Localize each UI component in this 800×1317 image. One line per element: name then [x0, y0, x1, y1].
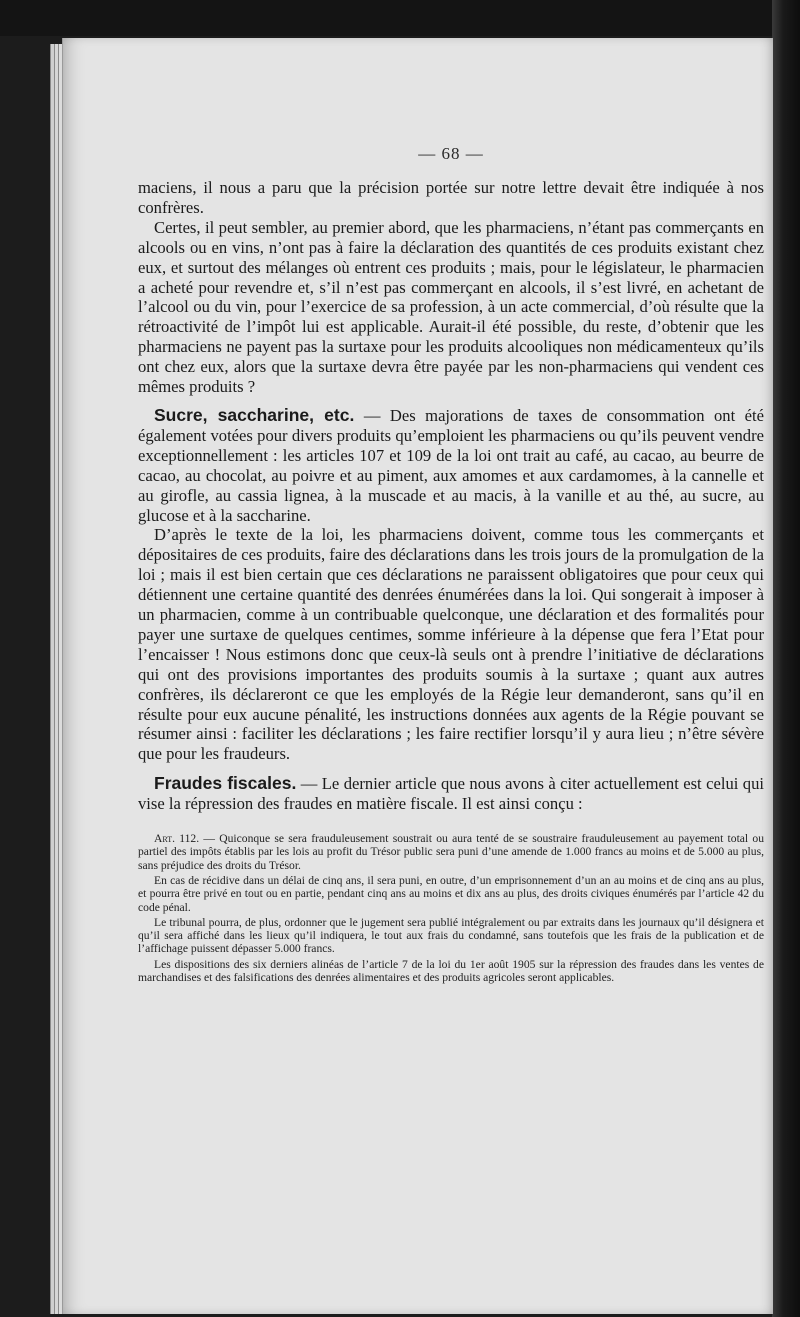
law-article-112 — [138, 832, 764, 872]
paragraph-certes: Certes, il peut sembler, au premier abord, que les pharmaciens, n’étant pas commerçants en alcools ou en vins, n’ont pas à faire la déclaration des quantités de ces produits existant chez eux, et surtout des mélanges où entrent ces produits ; mais, pour le législateur, le pharmacien a acheté pour revendre et, s’il n’est pas commerçant en alcools, il s’est livré, en achetant de l’alcool ou du vin, pour l’exercice de sa profession, à un acte commercial, d’où résulte que la rétroactivité de l’impôt lui est applicable. Aurait-il été possible, du reste, d’obtenir que les pharmaciens ne payent pas la surtaxe pour les produits alcooliques non médicamenteux qu’ils ont chez eux, alors que la surtaxe devra être payée par les non-pharmaciens qui vendent ces mêmes produits ? — [138, 217, 764, 397]
paragraph-d-apres: D’après le texte de la loi, les pharmaciens doivent, comme tous les commerçants et dépositaires de ces produits, faire des déclarations dans les trois jours de la promulgation de la loi ; mais il est bien certain que ces déclarations ne paraissent obligatoires que pour ceux qui détiennent une certaine quantité des denrées énumérées dans la loi. Qui songerait à imposer à un pharmacien, comme à un contribuable quelconque, une déclaration et des formalités pour payer une surtaxe de quelques centimes, somme inférieure à la dépense que fera l’Etat pour l’encaisser ! Nous estimons donc que ceux-là seuls ont à prendre l’initiative de déclarations qui ont des provisions importantes des produits soumis à la surtaxe ; quant aux autres confrères, ils déclareront ce que les employés de la Régie leur demanderont, sans qu’il en résulte pour eux aucune pénalité, les instructions données aux agents de la Régie pouvant se résumer ainsi : faciliter les déclarations ; les faire rectifier lorsqu’il y aura lieu ; n’être sévère que pour les fraudeurs. — [138, 525, 764, 764]
section-heading-sucre: Sucre, saccharine, etc. — [154, 404, 355, 425]
scanner-backdrop-top — [0, 0, 800, 36]
section-heading-fraudes: Fraudes fiscales. — [154, 773, 297, 794]
paragraph-continuation: maciens, il nous a paru que la précision portée sur notre lettre devait être indiquée à nos confrères. — [138, 178, 764, 217]
scanner-backdrop-right — [772, 0, 800, 1317]
section-sucre-text: — Des majorations de taxes de consommation ont été également votées pour divers produits qu’emploient les pharmaciens ou qu’ils peuvent vendre exceptionnellement : les articles 107 et 109 de la loi ont trait au café, au cacao, au beurre de cacao, au chocolat, au poivre et au piment, aux amomes et aux cardamomes, à la cannelle et au girofle, au cassia lignea, à la muscade et au macis, à la vanille et au thé, au sucre, au glucose et à la saccharine. — [138, 405, 764, 525]
page-number: — 68 — — [418, 144, 484, 163]
section-sucre — [138, 406, 764, 525]
law-paragraph-tribunal: Le tribunal pourra, de plus, ordonner que le jugement sera publié intégralement ou par extraits dans les journaux qu’il désignera et qu’il sera affiché dans les lieux qu’il indiquera, le tout aux frais du condamné, sans toutefois que les frais de la publication et de l’affichage puissent dépasser 5.000 francs. — [138, 915, 764, 956]
section-fraudes — [138, 774, 764, 814]
law-article-text: — Quiconque se sera frauduleusement soustrait ou aura tenté de se soustraire frauduleusement au payement total ou partiel des impôts établis par les lois au profit du Trésor public sera puni d’une amende de 1.000 francs au moins et de 5.000 au plus, sans préjudice des droits du Trésor. — [138, 832, 765, 872]
law-paragraph-recidive: En cas de récidive dans un délai de cinq ans, il sera puni, en outre, d’un emprisonnement d’un an au moins et de cinq ans au plus, et pourra être privé en tout ou en partie, pendant cinq ans au moins et dix ans au plus, des droits civiques énumérés par l’article 42 du code pénal. — [138, 873, 764, 914]
law-article-label: Art. 112. — [154, 832, 200, 846]
page-content — [138, 144, 765, 986]
body-text — [138, 178, 764, 814]
law-quote — [138, 832, 764, 984]
law-paragraph-dispositions: Les dispositions des six derniers alinéas de l’article 7 de la loi du 1er août 1905 sur la répression des fraudes dans les ventes de marchandises et des falsifications des denrées alimentaires et des produits agricoles seront applicables. — [138, 957, 764, 985]
section-fraudes-text: — Le dernier article que nous avons à citer actuellement est celui qui vise la répression des fraudes en matière fiscale. Il est ainsi conçu : — [138, 774, 764, 814]
